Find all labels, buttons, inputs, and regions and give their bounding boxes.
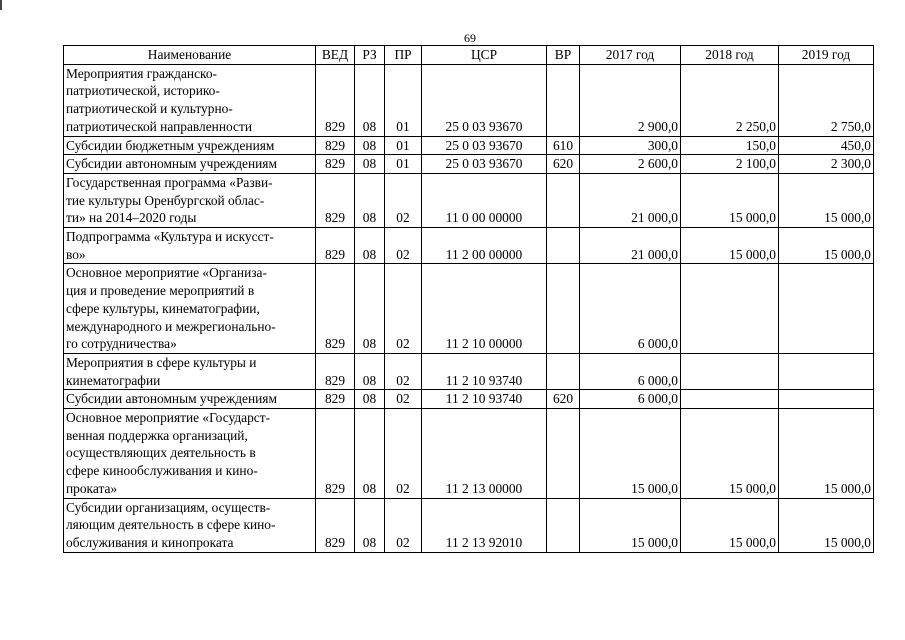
amount-2018-cell: 2 100,0 — [681, 155, 779, 174]
pr-cell: 02 — [385, 264, 422, 354]
column-header: ЦСР — [422, 46, 547, 65]
scan-edge-mark — [0, 0, 2, 10]
rz-cell: 08 — [355, 64, 385, 136]
pr-cell: 02 — [385, 173, 422, 227]
name-line: тие культуры Оренбургской облас- — [66, 192, 265, 208]
amount-2018-cell: 15 000,0 — [681, 409, 779, 499]
name-line: ция и проведение мероприятий в — [66, 283, 255, 299]
amount-2018-cell: 150,0 — [681, 136, 779, 155]
pr-cell: 02 — [385, 353, 422, 389]
amount-2018-cell — [681, 264, 779, 354]
name-line: патриотической направленности — [66, 118, 252, 134]
pr-cell: 02 — [385, 390, 422, 409]
amount-2018-cell: 15 000,0 — [681, 498, 779, 552]
ved-cell: 829 — [316, 64, 355, 136]
name-line: кинематографии — [66, 372, 161, 388]
csr-cell: 11 2 00 00000 — [422, 228, 547, 264]
ved-cell: 829 — [316, 136, 355, 155]
column-header: ВЕД — [316, 46, 355, 65]
ved-cell: 829 — [316, 155, 355, 174]
name-cell — [64, 390, 316, 409]
table-row — [64, 155, 874, 174]
name-cell — [64, 409, 316, 499]
rz-cell: 08 — [355, 409, 385, 499]
csr-cell: 25 0 03 93670 — [422, 136, 547, 155]
table-row — [64, 409, 874, 499]
ved-cell: 829 — [316, 228, 355, 264]
ved-cell: 829 — [316, 264, 355, 354]
rz-cell: 08 — [355, 353, 385, 389]
name-line: го сотрудничества» — [66, 336, 177, 352]
pr-cell: 01 — [385, 136, 422, 155]
name-line: сфере кинообслуживания и кино- — [66, 463, 258, 479]
name-line: Основное мероприятие «Государст- — [66, 410, 271, 426]
pr-cell: 02 — [385, 228, 422, 264]
name-line: Субсидии организациям, осуществ- — [66, 499, 271, 515]
table-header-row — [64, 46, 874, 65]
vr-cell — [547, 498, 580, 552]
amount-2017-cell: 21 000,0 — [580, 228, 681, 264]
name-cell — [64, 136, 316, 155]
name-line: международного и межрегионально- — [66, 318, 276, 334]
amount-2017-cell: 2 600,0 — [580, 155, 681, 174]
column-header: РЗ — [355, 46, 385, 65]
amount-2017-cell: 15 000,0 — [580, 409, 681, 499]
table-row — [64, 228, 874, 264]
amount-2019-cell — [779, 353, 874, 389]
name-line: во» — [66, 246, 86, 262]
amount-2017-cell: 15 000,0 — [580, 498, 681, 552]
vr-cell — [547, 409, 580, 499]
column-header: 2017 год — [580, 46, 681, 65]
csr-cell: 11 2 10 93740 — [422, 353, 547, 389]
csr-cell: 11 2 10 00000 — [422, 264, 547, 354]
vr-cell: 620 — [547, 390, 580, 409]
name-line: Мероприятия гражданско- — [66, 65, 218, 81]
column-header: 2018 год — [681, 46, 779, 65]
vr-cell — [547, 173, 580, 227]
name-line: патриотической и культурно- — [66, 101, 233, 117]
column-header: Наименование — [64, 46, 316, 65]
rz-cell: 08 — [355, 264, 385, 354]
amount-2018-cell: 15 000,0 — [681, 173, 779, 227]
name-line: ляющим деятельность в сфере кино- — [66, 517, 276, 533]
ved-cell: 829 — [316, 498, 355, 552]
table-row — [64, 136, 874, 155]
vr-cell — [547, 228, 580, 264]
vr-cell — [547, 64, 580, 136]
name-line: Субсидии автономным учреждениям — [66, 391, 277, 407]
pr-cell: 01 — [385, 155, 422, 174]
name-line: обслуживания и кинопроката — [66, 534, 234, 550]
table-row — [64, 64, 874, 136]
amount-2018-cell: 2 250,0 — [681, 64, 779, 136]
csr-cell: 25 0 03 93670 — [422, 64, 547, 136]
csr-cell: 11 2 13 92010 — [422, 498, 547, 552]
name-cell — [64, 173, 316, 227]
name-line: ти» на 2014–2020 годы — [66, 210, 197, 226]
name-cell — [64, 228, 316, 264]
amount-2017-cell: 300,0 — [580, 136, 681, 155]
vr-cell: 620 — [547, 155, 580, 174]
rz-cell: 08 — [355, 173, 385, 227]
amount-2019-cell: 15 000,0 — [779, 498, 874, 552]
rz-cell: 08 — [355, 390, 385, 409]
rz-cell: 08 — [355, 155, 385, 174]
amount-2019-cell: 15 000,0 — [779, 228, 874, 264]
budget-table — [63, 45, 874, 553]
name-line: патриотической, историко- — [66, 83, 220, 99]
amount-2019-cell: 15 000,0 — [779, 173, 874, 227]
csr-cell: 11 2 13 00000 — [422, 409, 547, 499]
rz-cell: 08 — [355, 136, 385, 155]
csr-cell: 25 0 03 93670 — [422, 155, 547, 174]
name-line: Субсидии бюджетным учреждениям — [66, 137, 275, 153]
ved-cell: 829 — [316, 390, 355, 409]
name-line: венная поддержка организаций, — [66, 427, 248, 443]
amount-2018-cell: 15 000,0 — [681, 228, 779, 264]
vr-cell — [547, 264, 580, 354]
name-cell — [64, 264, 316, 354]
table-row — [64, 390, 874, 409]
amount-2019-cell: 450,0 — [779, 136, 874, 155]
table-row — [64, 173, 874, 227]
ved-cell: 829 — [316, 353, 355, 389]
name-line: Субсидии автономным учреждениям — [66, 156, 277, 172]
rz-cell: 08 — [355, 228, 385, 264]
name-cell — [64, 64, 316, 136]
ved-cell: 829 — [316, 173, 355, 227]
table-row — [64, 264, 874, 354]
rz-cell: 08 — [355, 498, 385, 552]
amount-2018-cell — [681, 390, 779, 409]
name-line: Подпрограмма «Культура и искусст- — [66, 229, 274, 245]
ved-cell: 829 — [316, 409, 355, 499]
table-body — [64, 64, 874, 552]
name-line: Государственная программа «Разви- — [66, 174, 273, 190]
amount-2017-cell: 21 000,0 — [580, 173, 681, 227]
amount-2019-cell: 2 300,0 — [779, 155, 874, 174]
amount-2019-cell: 2 750,0 — [779, 64, 874, 136]
pr-cell: 02 — [385, 409, 422, 499]
name-line: проката» — [66, 480, 118, 496]
table-row — [64, 353, 874, 389]
csr-cell: 11 0 00 00000 — [422, 173, 547, 227]
column-header: 2019 год — [779, 46, 874, 65]
name-cell — [64, 155, 316, 174]
amount-2017-cell: 6 000,0 — [580, 390, 681, 409]
amount-2019-cell — [779, 264, 874, 354]
csr-cell: 11 2 10 93740 — [422, 390, 547, 409]
amount-2019-cell — [779, 390, 874, 409]
pr-cell: 02 — [385, 498, 422, 552]
name-line: сфере культуры, кинематографии, — [66, 300, 260, 316]
name-line: осуществляющих деятельность в — [66, 445, 256, 461]
column-header: ВР — [547, 46, 580, 65]
amount-2017-cell: 6 000,0 — [580, 264, 681, 354]
amount-2017-cell: 2 900,0 — [580, 64, 681, 136]
pr-cell: 01 — [385, 64, 422, 136]
name-cell — [64, 498, 316, 552]
name-line: Мероприятия в сфере культуры и — [66, 354, 257, 370]
table-row — [64, 498, 874, 552]
vr-cell — [547, 353, 580, 389]
name-cell — [64, 353, 316, 389]
amount-2017-cell: 6 000,0 — [580, 353, 681, 389]
column-header: ПР — [385, 46, 422, 65]
name-line: Основное мероприятие «Организа- — [66, 265, 267, 281]
amount-2018-cell — [681, 353, 779, 389]
vr-cell: 610 — [547, 136, 580, 155]
page-number: 69 — [464, 31, 476, 45]
amount-2019-cell: 15 000,0 — [779, 409, 874, 499]
